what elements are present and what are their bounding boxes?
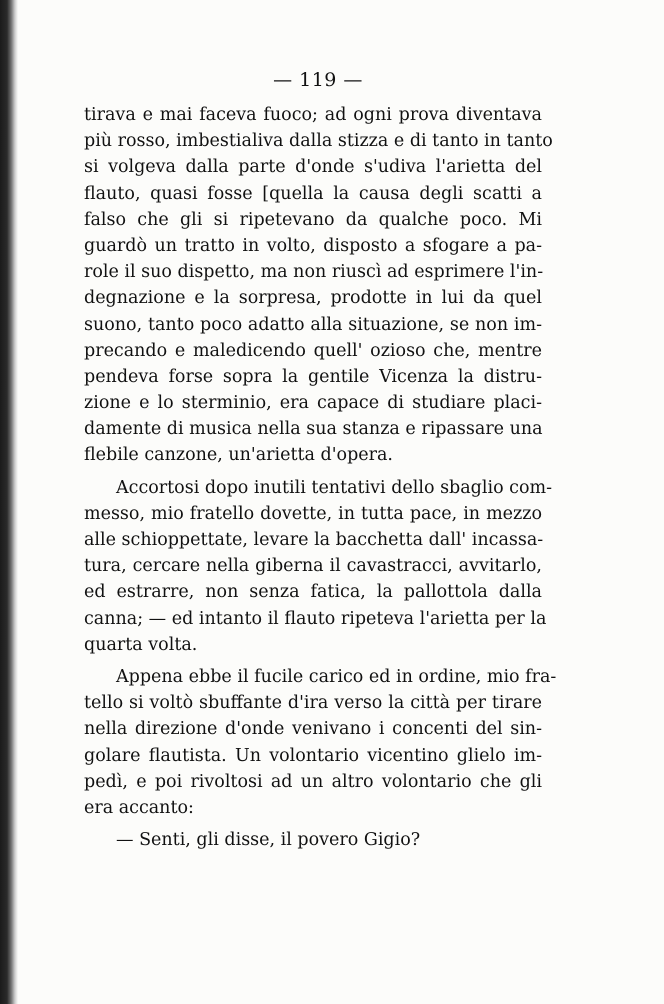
text-line: più rosso, imbestialiva dalla stizza e di tanto in tanto xyxy=(84,131,553,152)
text-line: flebile canzone, un'arietta d'opera. xyxy=(84,445,393,466)
text-line: nella direzione d'onde venivano i concenti del sin- xyxy=(84,719,542,740)
paragraph-1 xyxy=(84,102,553,469)
text-line: si volgeva dalla parte d'onde s'udiva l'arietta del xyxy=(84,157,542,178)
text-line: tirava e mai faceva fuoco; ad ogni prova diventava xyxy=(84,105,542,125)
text-line: damente di musica nella sua stanza e ripassare una xyxy=(84,419,543,440)
text-line: ed estrarre, non senza fatica, la pallottola dalla xyxy=(84,582,542,603)
book-spine-shadow xyxy=(0,0,18,1004)
text-line: golare flautista. Un volontario vicentino glielo im- xyxy=(84,745,542,766)
text-line: pendeva forse sopra la gentile Vicenza la distru- xyxy=(84,366,542,387)
text-line: precando e maledicendo quell' ozioso che, mentre xyxy=(84,340,542,361)
text-line: suono, tanto poco adatto alla situazione, se non im- xyxy=(84,314,542,335)
paragraph-2 xyxy=(84,475,553,658)
page-number: — 119 — xyxy=(273,69,363,91)
text-line: degnazione e la sorpresa, prodotte in lui da quel xyxy=(84,288,542,309)
paragraph-3 xyxy=(84,664,557,821)
paragraph-4 xyxy=(84,827,542,853)
text-line: tello si voltò sbuffante d'ira verso la città per tirare xyxy=(84,693,542,714)
text-line: — Senti, gli disse, il povero Gigio? xyxy=(116,830,421,851)
text-line: role il suo dispetto, ma non riuscì ad esprimere l'in- xyxy=(84,262,544,283)
text-line: tura, cercare nella giberna il cavastracci, avvitarlo, xyxy=(84,556,542,577)
text-line: messo, mio fratello dovette, in tutta pace, in mezzo xyxy=(84,503,542,524)
text-line: canna; — ed intanto il flauto ripeteva l'arietta per la xyxy=(84,608,547,629)
book-page xyxy=(84,66,557,853)
text-line: pedì, e poi rivoltosi ad un altro volontario che gli xyxy=(84,771,542,792)
text-line: flauto, quasi fosse [quella la causa degli scatti a xyxy=(84,183,542,204)
text-line: alle schioppettate, levare la bacchetta dall' incassa- xyxy=(84,530,544,550)
text-line: quarta volta. xyxy=(84,634,198,655)
text-line: guardò un tratto in volto, disposto a sfogare a pa- xyxy=(84,235,542,256)
text-line: Accortosi dopo inutili tentativi dello sbaglio com- xyxy=(116,477,553,498)
text-line: falso che gli si ripetevano da qualche poco. Mi xyxy=(84,209,542,230)
text-line: Appena ebbe il fucile carico ed in ordine, mio fra- xyxy=(116,666,557,687)
text-line: era accanto: xyxy=(84,797,194,818)
text-line: zione e lo sterminio, era capace di studiare placi- xyxy=(84,393,542,414)
